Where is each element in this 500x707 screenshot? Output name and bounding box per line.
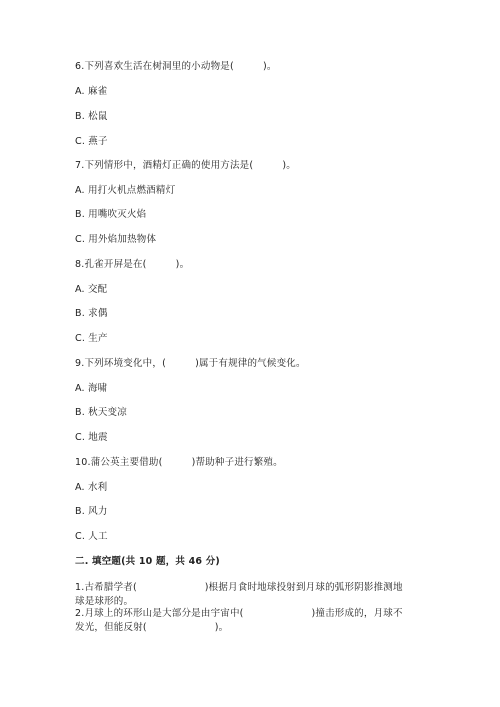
question-9-option-b: B. 秋天变凉 [75, 407, 127, 418]
section-title: 二. 填空题(共 10 题，共 46 分) [75, 556, 220, 567]
question-10-option-b: B. 风力 [75, 506, 108, 517]
question-10-option-a: A. 水利 [75, 482, 108, 493]
question-7-stem: 7.下列情形中，酒精灯正确的使用方法是( )。 [75, 160, 296, 171]
question-6-option-c: C. 燕子 [75, 136, 108, 147]
fill-blank-line-4: 发光，但能反射( )。 [75, 622, 229, 633]
question-8-option-b: B. 求偶 [75, 308, 108, 319]
question-7-option-b: B. 用嘴吹灭火焰 [75, 209, 147, 220]
question-10-stem: 10.蒲公英主要借助( )帮助种子进行繁殖。 [75, 457, 283, 468]
question-6-option-a: A. 麻雀 [75, 86, 108, 97]
fill-blank-line-2: 球是球形的。 [75, 596, 134, 607]
question-8-option-c: C. 生产 [75, 333, 108, 344]
fill-blank-line-1: 1.古希腊学者( )根据月食时地球投射到月球的弧形阴影推测地 [75, 582, 403, 593]
question-8-stem: 8.孔雀开屏是在( )。 [75, 259, 190, 270]
question-9-stem: 9.下列环境变化中，( )属于有规律的气候变化。 [75, 358, 306, 369]
question-9-option-c: C. 地震 [75, 432, 108, 443]
question-10-option-c: C. 人工 [75, 531, 108, 542]
question-7-option-c: C. 用外焰加热物体 [75, 234, 157, 245]
question-9-option-a: A. 海啸 [75, 383, 108, 394]
question-6-option-b: B. 松鼠 [75, 111, 108, 122]
question-6-stem: 6.下列喜欢生活在树洞里的小动物是( )。 [75, 61, 277, 72]
fill-blank-line-3: 2.月球上的环形山是大部分是由宇宙中( )撞击形成的，月球不 [75, 608, 403, 619]
question-8-option-a: A. 交配 [75, 284, 108, 295]
question-7-option-a: A. 用打火机点燃酒精灯 [75, 185, 176, 196]
